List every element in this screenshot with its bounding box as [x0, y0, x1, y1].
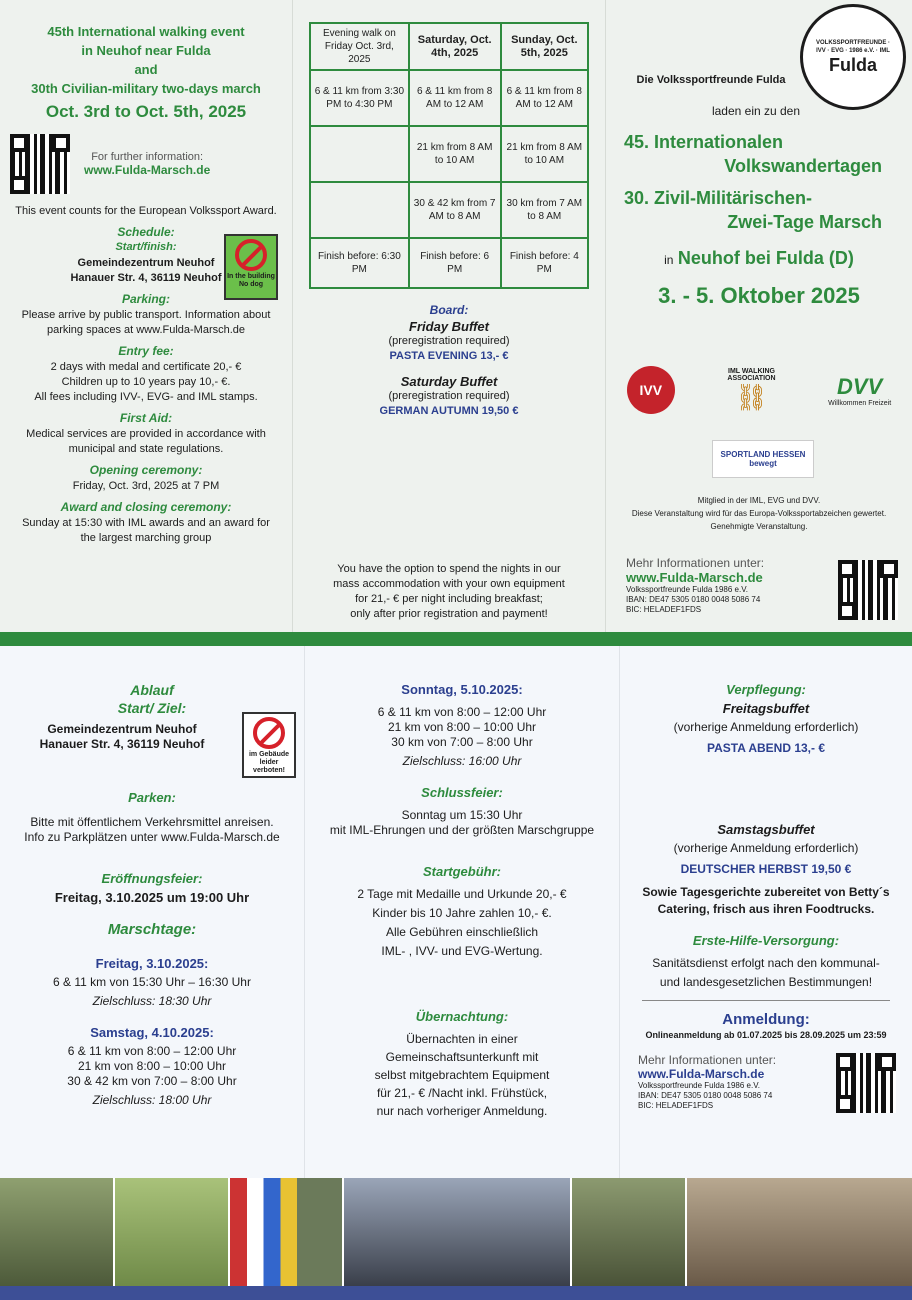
evg-note: Diese Veranstaltung wird für das Europa-Volkssportabzeichen gewertet. — [631, 509, 887, 518]
freitag-text1: 6 & 11 km von 15:30 Uhr – 16:30 Uhr — [53, 975, 251, 989]
night-text1: You have the option to spend the nights in our — [337, 563, 561, 575]
samstagsbuffet-pre: (vorherige Anmeldung erforderlich) — [673, 841, 859, 855]
foodtruck-text1: Sowie Tagesgerichte zubereitet von Betty´s — [642, 885, 890, 899]
saturday-buffet-menu: GERMAN AUTUMN 19,50 € — [379, 405, 519, 417]
photo-field-walkers — [115, 1178, 230, 1286]
club-name: Die Volkssportfreunde Fulda — [636, 74, 786, 86]
erste-hilfe-text2: und landesgesetzlichen Bestimmungen! — [659, 975, 873, 989]
event-title-line4: 30th Civilian-military two-days march — [31, 81, 261, 96]
table-row — [310, 238, 588, 288]
schlussfeier-text2: mit IML-Ehrungen und der größten Marschgruppe — [329, 823, 595, 837]
eroeffnung-heading: Eröffnungsfeier: — [101, 871, 203, 886]
samstag-zielschluss: Zielschluss: 18:00 Uhr — [92, 1093, 212, 1107]
bank-bic: BIC: HELADEF1FDS — [626, 605, 702, 614]
saturday-buffet-heading: Saturday Buffet — [400, 374, 498, 389]
uebernachtung-text3: selbst mitgebrachtem Equipment — [374, 1068, 550, 1082]
panel-verpflegung — [620, 646, 912, 1178]
closing-text2: the largest marching group — [80, 532, 212, 544]
venue-line1: Gemeindezentrum Neuhof — [47, 722, 197, 736]
event-title-line1: 45th International walking event — [47, 24, 245, 39]
invite-text: laden ein zu den — [711, 104, 801, 118]
photo-dining-hall — [687, 1178, 912, 1286]
verpflegung-heading: Verpflegung: — [726, 682, 806, 697]
freitagsbuffet-pre: (vorherige Anmeldung erforderlich) — [673, 720, 859, 734]
table-cell: 6 & 11 km from 3:30 PM to 4:30 PM — [310, 70, 409, 126]
more-info-url[interactable]: www.Fulda-Marsch.de — [626, 570, 763, 585]
samstag-heading: Samstag, 4.10.2025: — [90, 1025, 214, 1040]
opening-text: Friday, Oct. 3rd, 2025 at 7 PM — [72, 480, 220, 492]
startgebuehr-text2: Kinder bis 10 Jahre zahlen 10,- €. — [372, 906, 552, 920]
section-divider — [642, 1000, 890, 1001]
iml-logo-label: IML WALKING ASSOCIATION — [727, 367, 776, 382]
membership-note: Mitglied in der IML, EVG und DVV. — [697, 496, 821, 505]
fee-text3: All fees including IVV-, EVG- and IML stamps. — [34, 391, 258, 403]
photo-strip — [0, 1178, 912, 1286]
dvv-logo-sub: Willkommen Freizeit — [828, 399, 892, 407]
table-header-cell: Saturday, Oct. 4th, 2025 — [409, 23, 501, 70]
cover-title4: Zwei-Tage Marsch — [727, 212, 882, 232]
uebernachtung-text4: für 21,- € /Nacht inkl. Frühstück, — [376, 1086, 548, 1100]
night-text4: only after prior registration and payment! — [350, 608, 548, 620]
table-cell: 30 & 42 km from 7 AM to 8 AM — [409, 182, 501, 238]
startgebuehr-text3: Alle Gebühren einschließlich — [385, 925, 539, 939]
freitag-zielschluss: Zielschluss: 18:30 Uhr — [92, 994, 212, 1008]
eroeffnung-text: Freitag, 3.10.2025 um 19:00 Uhr — [54, 890, 250, 905]
event-dates: Oct. 3rd to Oct. 5th, 2025 — [45, 102, 247, 121]
uebernachtung-text1: Übernachten in einer — [406, 1032, 518, 1046]
friday-buffet-heading: Friday Buffet — [409, 319, 489, 334]
award-note: This event counts for the European Volkssport Award. — [15, 205, 277, 217]
club-logo-ring: VOLKSSPORTFREUNDE · IVV · EVG · 1986 e.V. · IML — [815, 39, 890, 54]
schlussfeier-heading: Schlussfeier: — [421, 785, 503, 800]
approved-note: Genehmigte Veranstaltung. — [710, 522, 808, 531]
samstagsbuffet-menu: DEUTSCHER HERBST 19,50 € — [680, 862, 852, 876]
table-cell: Finish before: 6:30 PM — [310, 238, 409, 288]
foodtruck-text2: Catering, frisch aus ihren Foodtrucks. — [657, 902, 875, 916]
more-info-label: Mehr Informationen unter: — [638, 1053, 777, 1067]
ivv-logo-icon: IVV — [627, 366, 675, 414]
samstag-text3: 30 & 42 km von 7:00 – 8:00 Uhr — [67, 1074, 237, 1088]
bank-bic: BIC: HELADEF1FDS — [638, 1101, 714, 1110]
friday-buffet-pre: (preregistration required) — [388, 335, 510, 347]
fee-text2: Children up to 10 years pay 10,- €. — [61, 376, 231, 388]
cover-title1: 45. Internationalen — [624, 132, 784, 152]
schedule-heading: Schedule: — [117, 225, 175, 239]
table-cell: 6 & 11 km from 8 AM to 12 AM — [501, 70, 588, 126]
marschtage-heading: Marschtage: — [107, 921, 197, 938]
samstag-text1: 6 & 11 km von 8:00 – 12:00 Uhr — [67, 1044, 237, 1058]
panel-ablauf — [0, 646, 304, 1178]
closing-heading: Award and closing ceremony: — [60, 500, 232, 514]
fee-text1: 2 days with medal and certificate 20,- € — [50, 361, 242, 373]
table-cell: 21 km from 8 AM to 10 AM — [501, 126, 588, 182]
qr-code-icon[interactable] — [838, 560, 898, 620]
cover-dates: 3. - 5. Oktober 2025 — [658, 283, 860, 308]
table-row — [310, 182, 588, 238]
sportland-logo — [712, 440, 814, 478]
friday-buffet-menu: PASTA EVENING 13,- € — [389, 350, 509, 362]
table-header-cell: Sunday, Oct. 5th, 2025 — [501, 23, 588, 70]
startgebuehr-heading: Startgebühr: — [423, 864, 501, 879]
no-dog-sign-icon — [224, 234, 278, 300]
anmeldung-text: Onlineanmeldung ab 01.07.2025 bis 28.09.2025 um 23:59 — [645, 1030, 887, 1040]
schlussfeier-text1: Sonntag um 15:30 Uhr — [401, 808, 523, 822]
ablauf-heading: Ablauf — [130, 682, 174, 698]
cover-location-prefix: in — [664, 253, 674, 267]
footer-bar — [0, 1286, 912, 1300]
info-url[interactable]: www.Fulda-Marsch.de — [84, 163, 211, 177]
event-title-line2: in Neuhof near Fulda — [81, 43, 211, 58]
parking-text2: parking spaces at www.Fulda-Marsch.de — [46, 324, 246, 336]
night-text3: for 21,- € per night including breakfast; — [355, 593, 543, 605]
parken-text2: Info zu Parkplätzen unter www.Fulda-Marsch.de — [24, 830, 280, 844]
sportland-logo-text: SPORTLAND HESSEN bewegt — [720, 450, 806, 468]
info-row — [8, 134, 284, 194]
uebernachtung-heading: Übernachtung: — [415, 1009, 509, 1024]
uebernachtung-text5: nur nach vorheriger Anmeldung. — [376, 1104, 548, 1118]
qr-code-icon[interactable] — [10, 134, 70, 194]
table-row — [310, 70, 588, 126]
parking-text1: Please arrive by public transport. Information about — [21, 309, 271, 321]
first-aid-text1: Medical services are provided in accordance with — [26, 428, 266, 440]
saturday-buffet-pre: (preregistration required) — [388, 390, 510, 402]
freitagsbuffet-heading: Freitagsbuffet — [722, 701, 810, 716]
photo-flags — [230, 1178, 345, 1286]
start-ziel-heading: Start/ Ziel: — [117, 700, 187, 716]
sonntag-text3: 30 km von 7:00 – 8:00 Uhr — [391, 735, 533, 749]
venue-line2: Hanauer Str. 4, 36119 Neuhof — [70, 272, 222, 284]
photo-ceremony — [344, 1178, 572, 1286]
startgebuehr-text4: IML- , IVV- und EVG-Wertung. — [381, 944, 543, 958]
freitagsbuffet-menu: PASTA ABEND 13,- € — [706, 741, 826, 755]
panel-german-cover — [606, 0, 912, 632]
info-label: For further information: — [91, 151, 204, 163]
table-cell: 6 & 11 km from 8 AM to 12 AM — [409, 70, 501, 126]
anmeldung-heading: Anmeldung: — [722, 1011, 810, 1028]
more-info-url[interactable]: www.Fulda-Marsch.de — [638, 1067, 765, 1081]
samstagsbuffet-heading: Samstagsbuffet — [717, 822, 815, 837]
erste-hilfe-text1: Sanitätsdienst erfolgt nach den kommunal- — [652, 956, 880, 970]
samstag-text2: 21 km von 8:00 – 10:00 Uhr — [77, 1059, 227, 1073]
photo-marchers — [0, 1178, 115, 1286]
panel-schedule-table — [292, 0, 606, 632]
fold-divider-bar — [0, 632, 912, 646]
parken-text1: Bitte mit öffentlichem Verkehrsmittel anreisen. — [30, 815, 274, 829]
iml-chain-icon: ⛓ — [734, 381, 768, 412]
table-cell: Finish before: 4 PM — [501, 238, 588, 288]
qr-code-icon[interactable] — [836, 1053, 896, 1113]
freitag-heading: Freitag, 3.10.2025: — [95, 956, 209, 971]
dvv-logo: DVV — [837, 373, 883, 399]
table-cell: 30 km from 7 AM to 8 AM — [501, 182, 588, 238]
panel-sonntag — [304, 646, 620, 1178]
board-heading: Board: — [429, 303, 469, 317]
partner-logos — [606, 366, 912, 414]
cover-title2: Volkswandertagen — [724, 156, 882, 176]
event-title-line3: and — [134, 62, 158, 77]
uebernachtung-text2: Gemeinschaftsunterkunft mit — [385, 1050, 539, 1064]
table-row — [310, 126, 588, 182]
start-heading: Start/finish: — [115, 241, 177, 253]
sonntag-heading: Sonntag, 5.10.2025: — [401, 682, 523, 697]
venue-line2: Hanauer Str. 4, 36119 Neuhof — [39, 737, 205, 751]
cover-title3: 30. Zivil-Militärischen- — [624, 188, 813, 208]
table-cell: Finish before: 6 PM — [409, 238, 501, 288]
opening-heading: Opening ceremony: — [89, 463, 203, 477]
more-info-label: Mehr Informationen unter: — [626, 556, 765, 570]
no-dog-sign-label: In the building No dog — [227, 273, 275, 288]
erste-hilfe-heading: Erste-Hilfe-Versorgung: — [692, 933, 840, 948]
table-cell — [310, 126, 409, 182]
no-dog-sign-icon — [242, 712, 296, 778]
parken-heading: Parken: — [128, 790, 176, 805]
table-cell: 21 km from 8 AM to 10 AM — [409, 126, 501, 182]
first-aid-heading: First Aid: — [119, 411, 173, 425]
panel-english-info — [0, 0, 292, 632]
bank-iban: IBAN: DE47 5305 0180 0048 5086 74 — [638, 1091, 773, 1100]
startgebuehr-text1: 2 Tage mit Medaille und Urkunde 20,- € — [357, 887, 567, 901]
no-dog-sign-label: im Gebäude leider verboten! — [248, 751, 290, 774]
photo-soldiers — [572, 1178, 687, 1286]
night-text2: mass accommodation with your own equipment — [333, 578, 565, 590]
closing-text1: Sunday at 15:30 with IML awards and an award for — [22, 517, 270, 529]
bank-name: Volkssportfreunde Fulda 1986 e.V. — [638, 1081, 761, 1090]
venue-line1: Gemeindezentrum Neuhof — [77, 257, 215, 269]
parking-heading: Parking: — [121, 292, 170, 306]
first-aid-text2: municipal and state regulations. — [68, 443, 224, 455]
table-header-row — [310, 23, 588, 70]
table-cell — [310, 182, 409, 238]
fee-heading: Entry fee: — [118, 344, 174, 358]
bank-iban: IBAN: DE47 5305 0180 0048 5086 74 — [626, 595, 761, 604]
cover-location: Neuhof bei Fulda (D) — [677, 248, 854, 268]
club-logo — [800, 4, 906, 110]
schedule-table — [309, 22, 589, 289]
sonntag-zielschluss: Zielschluss: 16:00 Uhr — [402, 754, 522, 768]
bank-name: Volkssportfreunde Fulda 1986 e.V. — [626, 585, 749, 594]
table-header-cell: Evening walk on Friday Oct. 3rd, 2025 — [310, 23, 409, 70]
sonntag-text1: 6 & 11 km von 8:00 – 12:00 Uhr — [377, 705, 547, 719]
sonntag-text2: 21 km von 8:00 – 10:00 Uhr — [387, 720, 537, 734]
club-logo-text: Fulda — [829, 54, 877, 75]
